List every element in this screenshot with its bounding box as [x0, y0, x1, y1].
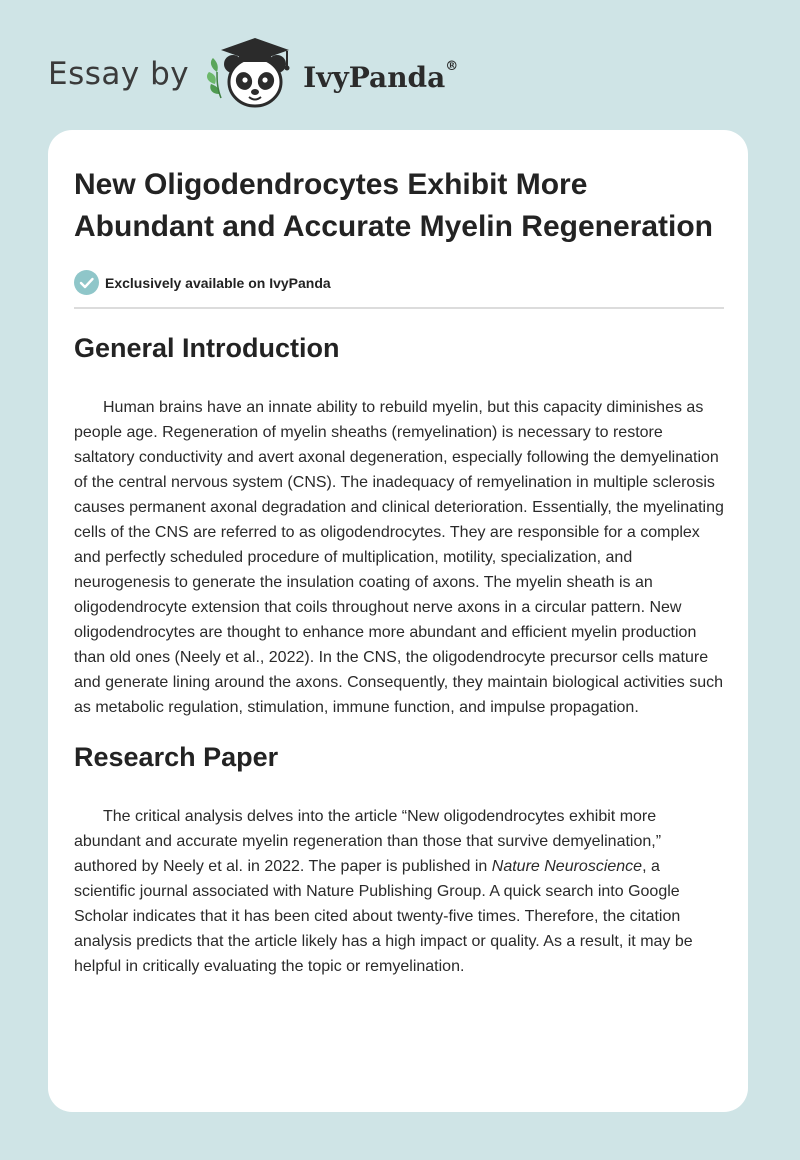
essay-by-label: Essay by [48, 56, 190, 92]
ivy-leaf-icon [207, 58, 221, 98]
brand-name[interactable] [303, 58, 459, 94]
site-header [48, 34, 458, 114]
section-heading-research-paper: Research Paper [74, 742, 279, 772]
registered-mark: ® [445, 58, 459, 74]
panda-graduate-icon[interactable] [203, 34, 299, 114]
journal-name: Nature Neuroscience [491, 858, 643, 875]
exclusive-badge [74, 270, 724, 295]
article-card [48, 130, 748, 1112]
paragraph-general-introduction: Human brains have an innate ability to rebuild myelin, but this capacity diminishes as people age. Regeneration of myelin sheaths (remyelination) is necessary to restore saltatory conductivity and avert axonal degeneration, especially following the demyelination of the central nervous system (CNS). The inadequacy of remyelination in multiple sclerosis causes permanent axonal degradation and clinical deterioration. Essentially, the myelinating cells of the CNS are referred to as oligodendrocytes. They are responsible for a complex and perfectly scheduled procedure of multiplication, motility, specialization, and neurogenesis to generate the insulation coating of axons. The myelin sheath is an oligodendrocyte extension that coils throughout nerve axons in a circular pattern. New oligodendrocytes are thought to enhance more abundant and efficient myelin production than old ones (Neely et al., 2022). In the CNS, the oligodendrocyte precursor cells mature and generate lining around the axons. Consequently, they maintain biological activities such as metabolic regulation, stimulation, immune function, and impulse propagation. [74, 399, 724, 716]
section-heading-general-introduction: General Introduction [74, 333, 340, 363]
paragraph-text-part2: , a scientific journal associated with Nature Publishing Group. A quick search into Google Scholar indicates that it has been cited about twenty-five times. Therefore, the citation analysis predicts that the article likely has a high impact or quality. As a result, it may be helpful in critically evaluating the topic or remyelination. [74, 858, 693, 975]
paragraph-text-part1: The critical analysis delves into the article “New oligodendrocytes exhibit more abundant and accurate myelin regeneration than those that survive demyelination,” authored by Neely et al. in 2022. The paper is published in [74, 808, 662, 875]
article-title: New Oligodendrocytes Exhibit More Abundant and Accurate Myelin Regeneration [74, 168, 713, 243]
title-divider [74, 307, 724, 309]
checkmark-circle-icon [74, 270, 99, 295]
brand-text: IvyPanda [303, 60, 446, 94]
article-content [74, 164, 724, 979]
paragraph-research-paper [74, 804, 724, 979]
exclusive-text: Exclusively available on IvyPanda [105, 274, 331, 291]
